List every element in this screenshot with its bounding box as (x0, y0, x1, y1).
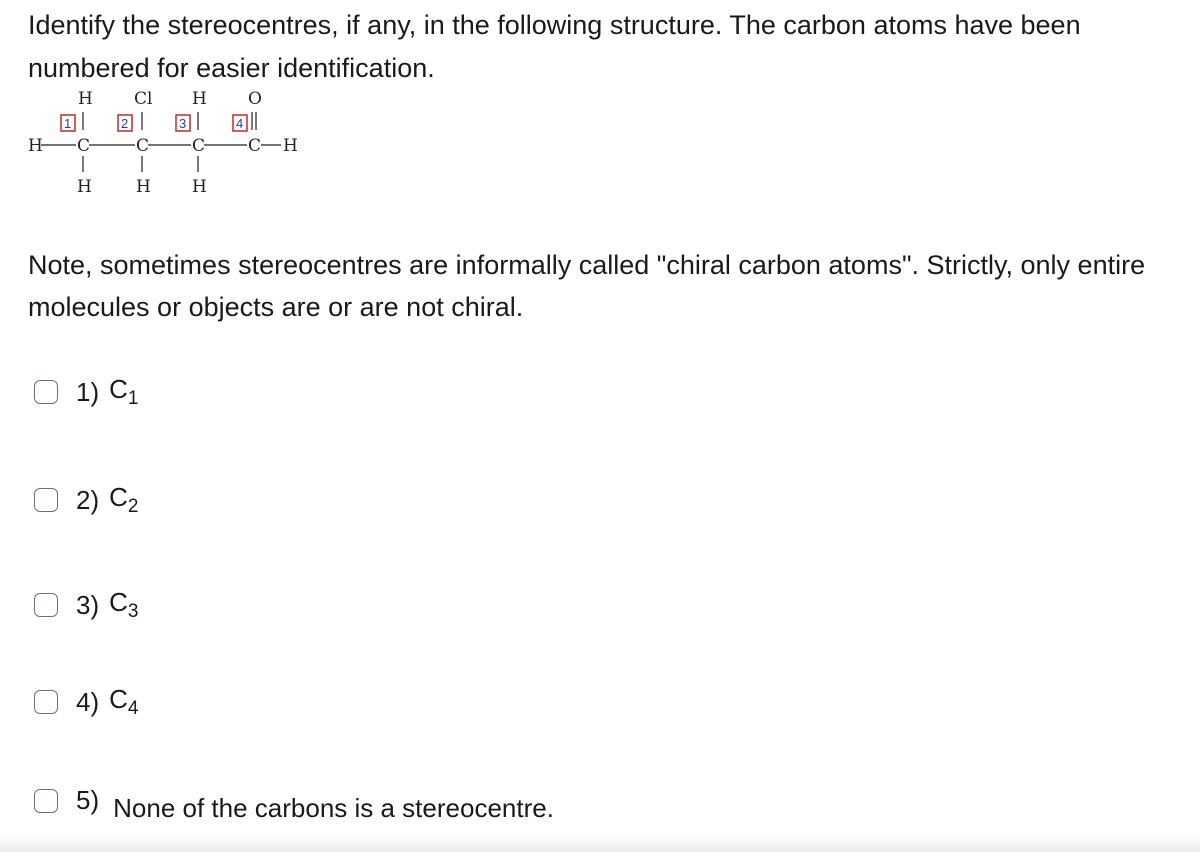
bottom-shadow (0, 834, 1200, 852)
checkbox-icon[interactable] (34, 593, 58, 617)
checkbox-icon[interactable] (34, 488, 58, 512)
atom-h-right: H (283, 136, 298, 156)
molecule-structure (26, 86, 326, 206)
atom-cl-top-2: Cl (134, 89, 153, 109)
option-c4[interactable] (34, 684, 138, 720)
atom-h-top-3: H (192, 89, 207, 109)
option-c1[interactable] (34, 374, 138, 410)
carbon-number-3: 3 (179, 116, 187, 131)
atom-h-bottom-1: H (77, 177, 92, 197)
atom-h-top-1: H (78, 89, 93, 109)
option-label: $C_1$ (109, 374, 139, 409)
carbon-number-2: 2 (121, 116, 129, 131)
atom-c2: C (136, 136, 150, 156)
option-label: $C_4$ (109, 684, 139, 719)
option-none[interactable] (34, 785, 554, 823)
option-number: 5) (76, 785, 100, 815)
carbon-number-4: 4 (236, 116, 244, 131)
option-number: 1) (76, 376, 100, 407)
atom-h-left: H (28, 136, 43, 156)
option-label: None of the carbons is a stereocentre. (113, 793, 554, 823)
atom-c1: C (77, 136, 91, 156)
checkbox-icon[interactable] (34, 690, 58, 714)
question-text: Identify the stereocentres, if any, in the following structure. The carbon atoms have been numbered for easier identification. (28, 10, 1081, 83)
option-label: $C_2$ (109, 482, 139, 517)
checkbox-icon[interactable] (34, 789, 58, 813)
option-number: 2) (76, 484, 100, 515)
option-c3[interactable] (34, 587, 138, 623)
option-number: 4) (76, 686, 100, 717)
note-text: Note, sometimes stereocentres are informally called "chiral carbon atoms". Strictly, only entire molecules or objects are or are not chiral. (28, 250, 1146, 322)
option-number: 3) (76, 589, 100, 620)
option-label: $C_3$ (109, 587, 139, 622)
atom-c4: C (248, 136, 262, 156)
option-c2[interactable] (34, 482, 138, 518)
atom-c3: C (192, 136, 206, 156)
atom-h-bottom-3: H (192, 177, 207, 197)
carbon-number-1: 1 (64, 116, 72, 131)
atom-o-top-4: O (248, 89, 262, 109)
checkbox-icon[interactable] (34, 380, 58, 404)
atom-h-bottom-2: H (136, 177, 151, 197)
